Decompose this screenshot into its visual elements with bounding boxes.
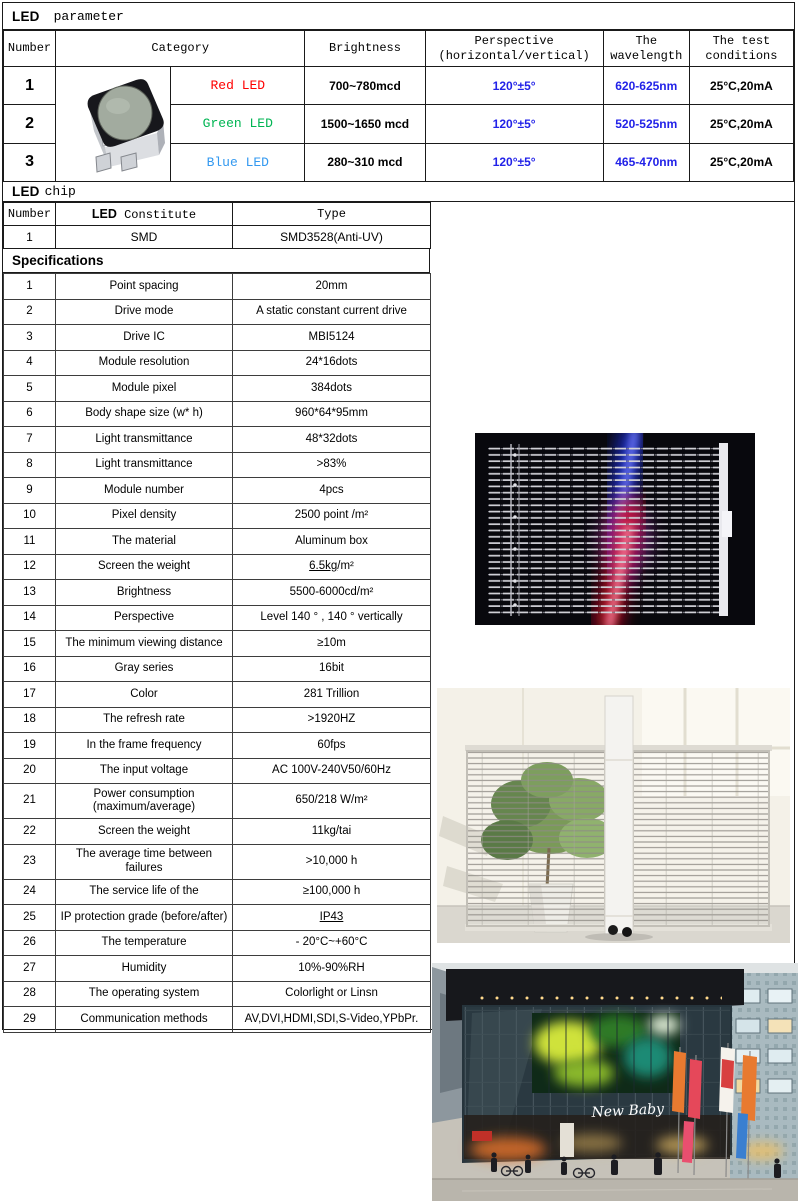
spec-row xyxy=(4,1007,431,1033)
spec-row-number: 16 xyxy=(4,656,56,682)
spec-row-item: Screen the weight xyxy=(56,554,233,580)
transparent-led-module-dark-photo xyxy=(475,433,755,625)
perspective-value: 120°±5° xyxy=(425,143,603,181)
test-conditions-value: 25°C,20mA xyxy=(689,67,793,105)
spec-row-item: The input voltage xyxy=(56,758,233,784)
building-facade-led-display-photo xyxy=(432,963,798,1201)
spec-row-number: 8 xyxy=(4,452,56,478)
spec-row xyxy=(4,784,431,819)
spec-row-number: 25 xyxy=(4,905,56,931)
spec-row-number: 28 xyxy=(4,981,56,1007)
spec-row xyxy=(4,274,431,300)
spec-row-number: 23 xyxy=(4,844,56,879)
spec-row-number: 17 xyxy=(4,682,56,708)
led-parameter-row-red xyxy=(4,67,794,105)
section-title-rest: parameter xyxy=(53,8,124,24)
led-chip-header-row xyxy=(4,203,431,226)
spec-row-value: 5500-6000cd/m² xyxy=(233,580,431,606)
spec-row xyxy=(4,707,431,733)
header-constitute xyxy=(56,203,233,226)
header-constitute-rest: Constitute xyxy=(124,207,197,222)
spec-row xyxy=(4,376,431,402)
spec-row-value: Colorlight or Linsn xyxy=(233,981,431,1007)
spec-row-value: MBI5124 xyxy=(233,325,431,351)
spec-row-value: 2500 point /m² xyxy=(233,503,431,529)
transparent-led-screen-indoor-photo xyxy=(437,688,790,943)
perspective-value: 120°±5° xyxy=(425,105,603,143)
spec-row-item: IP protection grade (before/after) xyxy=(56,905,233,931)
photo-overlay-script-text: New Baby xyxy=(591,1101,665,1121)
spec-row-item: The temperature xyxy=(56,930,233,956)
spec-row xyxy=(4,819,431,845)
spec-row xyxy=(4,956,431,982)
spec-row-item: The average time between failures xyxy=(56,844,233,879)
header-wavelength-line2: wavelength xyxy=(610,48,683,63)
spec-row xyxy=(4,478,431,504)
spec-row-value: 24*16dots xyxy=(233,350,431,376)
header-number: Number xyxy=(4,31,56,67)
spec-value-rest: /m² xyxy=(337,560,354,572)
spec-row-number: 29 xyxy=(4,1007,56,1033)
spec-row-number: 4 xyxy=(4,350,56,376)
spec-row-value: 960*64*95mm xyxy=(233,401,431,427)
spec-row-number: 18 xyxy=(4,707,56,733)
spec-row-value: 650/218 W/m² xyxy=(233,784,431,819)
section-title-led-parameter xyxy=(3,3,794,30)
brightness-value: 1500~1650 mcd xyxy=(305,105,425,143)
spec-row-item: In the frame frequency xyxy=(56,733,233,759)
spec-row-value: - 20°C~+60°C xyxy=(233,930,431,956)
spec-row-number: 20 xyxy=(4,758,56,784)
spec-row-value: 20mm xyxy=(233,274,431,300)
section-title-bold: LED xyxy=(12,8,40,24)
header-conditions-line1: The test xyxy=(712,33,771,48)
section-title-led-chip xyxy=(3,182,794,202)
brightness-value: 280~310 mcd xyxy=(305,143,425,181)
spec-row xyxy=(4,682,431,708)
spec-row-value: Aluminum box xyxy=(233,529,431,555)
spec-row-value: A static constant current drive xyxy=(233,299,431,325)
header-wavelength xyxy=(603,31,689,67)
spec-row-number: 3 xyxy=(4,325,56,351)
spec-row xyxy=(4,401,431,427)
spec-row-value: 10%-90%RH xyxy=(233,956,431,982)
test-conditions-value: 25°C,20mA xyxy=(689,105,793,143)
spec-row xyxy=(4,325,431,351)
spec-row-value: >10,000 h xyxy=(233,844,431,879)
spec-row xyxy=(4,844,431,879)
spec-row-value: 16bit xyxy=(233,656,431,682)
spec-row-item: Communication methods xyxy=(56,1007,233,1033)
spec-row-item: Point spacing xyxy=(56,274,233,300)
led-parameter-table xyxy=(3,30,794,182)
header-category: Category xyxy=(56,31,305,67)
spec-row-number: 13 xyxy=(4,580,56,606)
spec-row-value: 384dots xyxy=(233,376,431,402)
spec-row-number: 11 xyxy=(4,529,56,555)
spec-row-item: Body shape size (w* h) xyxy=(56,401,233,427)
spec-row-item: Brightness xyxy=(56,580,233,606)
spec-row-value: 11kg/tai xyxy=(233,819,431,845)
wavelength-value: 465-470nm xyxy=(603,143,689,181)
spec-row xyxy=(4,631,431,657)
spec-row-item: Light transmittance xyxy=(56,452,233,478)
spec-row-value: 281 Trillion xyxy=(233,682,431,708)
spec-value-underlined: 6.5kg xyxy=(309,560,338,572)
spec-value-underlined: IP43 xyxy=(319,910,344,923)
wavelength-value: 620-625nm xyxy=(603,67,689,105)
specifications-table xyxy=(3,273,431,1033)
spec-row xyxy=(4,529,431,555)
spec-row-item: Drive mode xyxy=(56,299,233,325)
spec-row-item: Color xyxy=(56,682,233,708)
category-label: Green LED xyxy=(171,105,305,143)
led-chip-row xyxy=(4,226,431,249)
test-conditions-value: 25°C,20mA xyxy=(689,143,793,181)
spec-row-number: 19 xyxy=(4,733,56,759)
header-test-conditions xyxy=(689,31,793,67)
spec-row-item: The minimum viewing distance xyxy=(56,631,233,657)
spec-row-number: 22 xyxy=(4,819,56,845)
header-brightness: Brightness xyxy=(305,31,425,67)
spec-row-value xyxy=(233,905,431,931)
spec-row-value: >83% xyxy=(233,452,431,478)
specifications-body xyxy=(4,274,431,1033)
header-type: Type xyxy=(233,203,431,226)
perspective-value: 120°±5° xyxy=(425,67,603,105)
spec-row xyxy=(4,605,431,631)
spec-row-value: Level 140 ° , 140 ° vertically xyxy=(233,605,431,631)
spec-row-value: 4pcs xyxy=(233,478,431,504)
header-perspective-line2: (horizontal/vertical) xyxy=(438,48,590,63)
spec-row-number: 24 xyxy=(4,879,56,905)
spec-row-item: Power consumption (maximum/average) xyxy=(56,784,233,819)
spec-row-item: The service life of the xyxy=(56,879,233,905)
header-perspective xyxy=(425,31,603,67)
spec-row-item: Module resolution xyxy=(56,350,233,376)
spec-row-value: >1920HZ xyxy=(233,707,431,733)
spec-row-item: Gray series xyxy=(56,656,233,682)
spec-row-item: Humidity xyxy=(56,956,233,982)
spec-row-item: Module pixel xyxy=(56,376,233,402)
led-parameter-header-row xyxy=(4,31,794,67)
spec-row-number: 6 xyxy=(4,401,56,427)
header-number: Number xyxy=(4,203,56,226)
category-label: Blue LED xyxy=(171,143,305,181)
spec-row xyxy=(4,930,431,956)
spec-row-number: 9 xyxy=(4,478,56,504)
spec-row xyxy=(4,981,431,1007)
header-constitute-bold: LED xyxy=(91,206,117,221)
spec-row-value: 60fps xyxy=(233,733,431,759)
smd-led-photo xyxy=(56,67,171,182)
row-number: 1 xyxy=(4,67,56,105)
spec-row-item: The operating system xyxy=(56,981,233,1007)
spec-row-value: ≥10m xyxy=(233,631,431,657)
category-label: Red LED xyxy=(171,67,305,105)
lower-content xyxy=(3,202,794,1121)
spec-row-number: 26 xyxy=(4,930,56,956)
spec-row xyxy=(4,905,431,931)
spec-row-number: 5 xyxy=(4,376,56,402)
spec-row xyxy=(4,299,431,325)
spec-row-value xyxy=(233,554,431,580)
row-number: 2 xyxy=(4,105,56,143)
spec-row-item: Perspective xyxy=(56,605,233,631)
section-title-specifications: Specifications xyxy=(3,249,430,273)
spec-row-number: 21 xyxy=(4,784,56,819)
spec-row xyxy=(4,656,431,682)
spec-row-value: 48*32dots xyxy=(233,427,431,453)
spec-row xyxy=(4,554,431,580)
spec-row-value: AC 100V-240V50/60Hz xyxy=(233,758,431,784)
wavelength-value: 520-525nm xyxy=(603,105,689,143)
spec-row-number: 12 xyxy=(4,554,56,580)
spec-sheet-page xyxy=(2,2,795,1121)
spec-row-item: Light transmittance xyxy=(56,427,233,453)
spec-row-item: Screen the weight xyxy=(56,819,233,845)
spec-row-number: 2 xyxy=(4,299,56,325)
spec-row xyxy=(4,503,431,529)
spec-row xyxy=(4,452,431,478)
spec-row xyxy=(4,427,431,453)
header-conditions-line2: conditions xyxy=(705,48,778,63)
row-number: 3 xyxy=(4,143,56,181)
spec-row-number: 10 xyxy=(4,503,56,529)
spec-row-value: AV,DVI,HDMI,SDI,S-Video,YPbPr. xyxy=(233,1007,431,1033)
spec-row-number: 7 xyxy=(4,427,56,453)
spec-row xyxy=(4,350,431,376)
spec-row-number: 14 xyxy=(4,605,56,631)
spec-row xyxy=(4,758,431,784)
chip-number: 1 xyxy=(4,226,56,249)
section-title-rest: chip xyxy=(44,184,76,199)
spec-row-number: 27 xyxy=(4,956,56,982)
chip-constitute: SMD xyxy=(56,226,233,249)
spec-row-value: ≥100,000 h xyxy=(233,879,431,905)
led-chip-table xyxy=(3,202,431,249)
section-title-bold: LED xyxy=(12,184,40,199)
chip-type: SMD3528(Anti-UV) xyxy=(233,226,431,249)
spec-row-item: Pixel density xyxy=(56,503,233,529)
brightness-value: 700~780mcd xyxy=(305,67,425,105)
spec-row xyxy=(4,580,431,606)
header-perspective-line1: Perspective xyxy=(474,33,554,48)
spec-row-number: 1 xyxy=(4,274,56,300)
spec-row xyxy=(4,733,431,759)
spec-row-item: The refresh rate xyxy=(56,707,233,733)
spec-row-number: 15 xyxy=(4,631,56,657)
spec-row xyxy=(4,879,431,905)
spec-row-item: Drive IC xyxy=(56,325,233,351)
spec-row-item: Module number xyxy=(56,478,233,504)
spec-row-item: The material xyxy=(56,529,233,555)
header-wavelength-line1: The xyxy=(635,33,658,48)
